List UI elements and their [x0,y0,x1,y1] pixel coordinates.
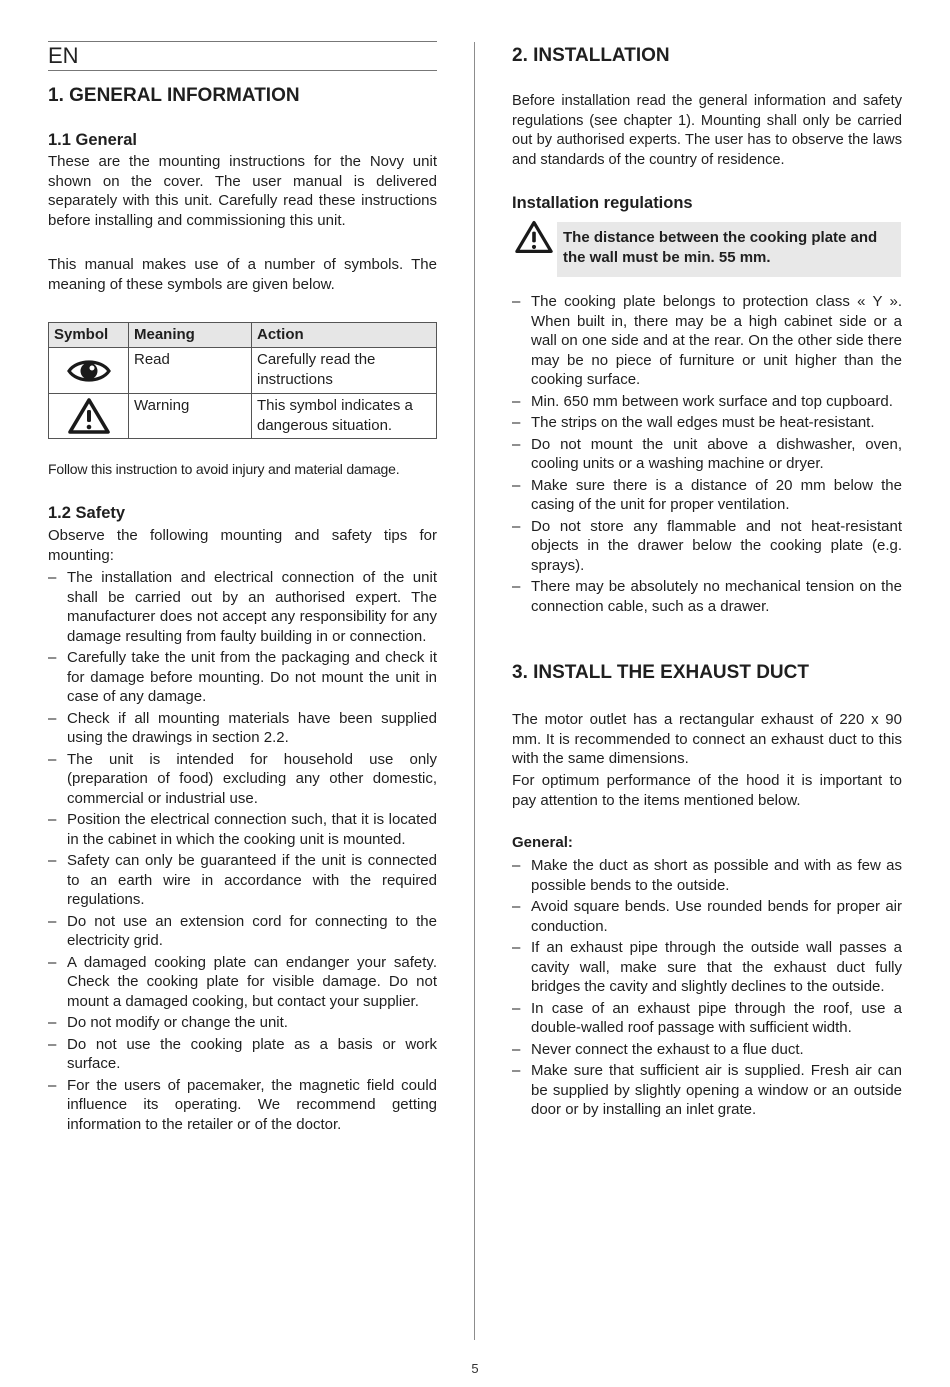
symbol-table-header [49,323,437,348]
installation-regulations-title: Installation regulations [512,194,693,212]
list-item: – Do not use the cooking plate as a basis or work surface. [48,1035,437,1074]
installation-regulations-list [512,292,902,618]
section-1-2-intro: Observe the following mounting and safety tips for mounting: [48,527,437,564]
section-1-1-paragraph-2: This manual makes use of a number of symbols. The meaning of these symbols are given below. [48,256,437,293]
list-item: – A damaged cooking plate can endanger your safety. Check the cooking plate for visible damage. Do not mount a damaged cooking, but contact your supplier. [48,953,437,1012]
list-item: – The cooking plate belongs to protection class « Y ». When built in, there may be a high cabinet side or a wall on one side and at the rear. On the other side there may be no piece of furniture or unit higher than the cooking surface. [512,292,902,390]
action-cell: This symbol indicates a dangerous situation. [252,394,437,439]
list-item: – There may be absolutely no mechanical tension on the connection cable, such as a drawer. [512,577,902,616]
meaning-cell: Warning [129,394,252,439]
list-item: – The installation and electrical connection of the unit shall be carried out by an authorised expert. The manufacturer does not accept any responsibility for any damage resulting from faulty building in or connection. [48,568,437,646]
list-item: – Carefully take the unit from the packaging and check it for damage before mounting. Do not mount the unit in case of any damage. [48,648,437,707]
section-3-title: 3. INSTALL THE EXHAUST DUCT [512,662,809,683]
page-number: 5 [471,1361,479,1376]
list-item: – Min. 650 mm between work surface and top cupboard. [512,392,902,412]
warning-box: The distance between the cooking plate and the wall must be min. 55 mm. [557,222,901,277]
symbol-cell [49,394,129,439]
list-item: – Do not store any flammable and not heat-resistant objects in the drawer below the cooking plate (e.g. sprays). [512,517,902,576]
safety-list [48,568,437,1136]
meaning-header: Meaning [129,323,252,348]
language-label: EN [48,41,437,71]
action-cell: Carefully read the instructions [252,348,437,394]
section-3-paragraph-1: The motor outlet has a rectangular exhaust of 220 x 90 mm. It is recommended to connect an exhaust duct to this with the same dimensions. [512,711,902,767]
list-item: – Make sure that sufficient air is supplied. Fresh air can be supplied by slightly opening a window or an outside door or by installing an inlet grate. [512,1061,902,1120]
list-item: – In case of an exhaust pipe through the roof, use a double-walled roof passage with sufficient width. [512,999,902,1038]
section-1-2-title: 1.2 Safety [48,504,126,522]
section-1-1-title: 1.1 General [48,131,137,149]
symbol-table [48,322,437,439]
symbol-header: Symbol [49,323,129,348]
warning-icon [514,219,554,255]
table-row [49,348,437,394]
list-item: – Safety can only be guaranteed if the unit is connected to an earth wire in accordance with the required regulations. [48,851,437,910]
list-item: – For the users of pacemaker, the magnetic field could influence its operating. We recommend getting information to the retailer or of the doctor. [48,1076,437,1135]
list-item: – Never connect the exhaust to a flue duct. [512,1040,902,1060]
section-2-title: 2. INSTALLATION [512,45,670,66]
section-2-paragraph: Before installation read the general information and safety regulations (see chapter 1). Mounting shall only be carried out by authorised experts. The user has to observe the laws and standards of the country of residence. [512,93,902,168]
list-item: – Check if all mounting materials have been supplied using the drawings in section 2.2. [48,709,437,748]
list-item: – Position the electrical connection such, that it is located in the cabinet in which the cooking unit is mounted. [48,810,437,849]
list-item: – Make sure there is a distance of 20 mm below the casing of the unit for proper ventilation. [512,476,902,515]
list-item: – Do not use an extension cord for connecting to the electricity grid. [48,912,437,951]
list-item: – The strips on the wall edges must be heat-resistant. [512,413,902,433]
section-1-1-paragraph-1: These are the mounting instructions for the Novy unit shown on the cover. The user manual is delivered separately with this unit. Carefully read these instructions before installing and commissioning this unit. [48,153,437,229]
list-item: – Do not modify or change the unit. [48,1013,437,1033]
column-divider [474,42,475,1340]
list-item: – The unit is intended for household use only (preparation of food) excluding any other domestic, commercial or industrial use. [48,750,437,809]
list-item: – Make the duct as short as possible and with as few as possible bends to the outside. [512,856,902,895]
list-item: – Do not mount the unit above a dishwasher, oven, cooling units or a washing machine or dryer. [512,435,902,474]
eye-icon [67,357,111,385]
general-list [512,856,902,1122]
follow-instruction-text: Follow this instruction to avoid injury and material damage. [48,461,400,477]
meaning-cell: Read [129,348,252,394]
list-item: – Avoid square bends. Use rounded bends for proper air conduction. [512,897,902,936]
general-title: General: [512,834,573,851]
warning-icon [67,396,111,436]
section-3-paragraph-2: For optimum performance of the hood it is important to pay attention to the items mentioned below. [512,772,902,809]
action-header: Action [252,323,437,348]
list-item: – If an exhaust pipe through the outside wall passes a cavity wall, make sure that the exhaust duct fully bridges the cavity and slightly declines to the outside. [512,938,902,997]
symbol-cell [49,348,129,394]
table-row [49,394,437,439]
section-1-title: 1. GENERAL INFORMATION [48,85,300,106]
